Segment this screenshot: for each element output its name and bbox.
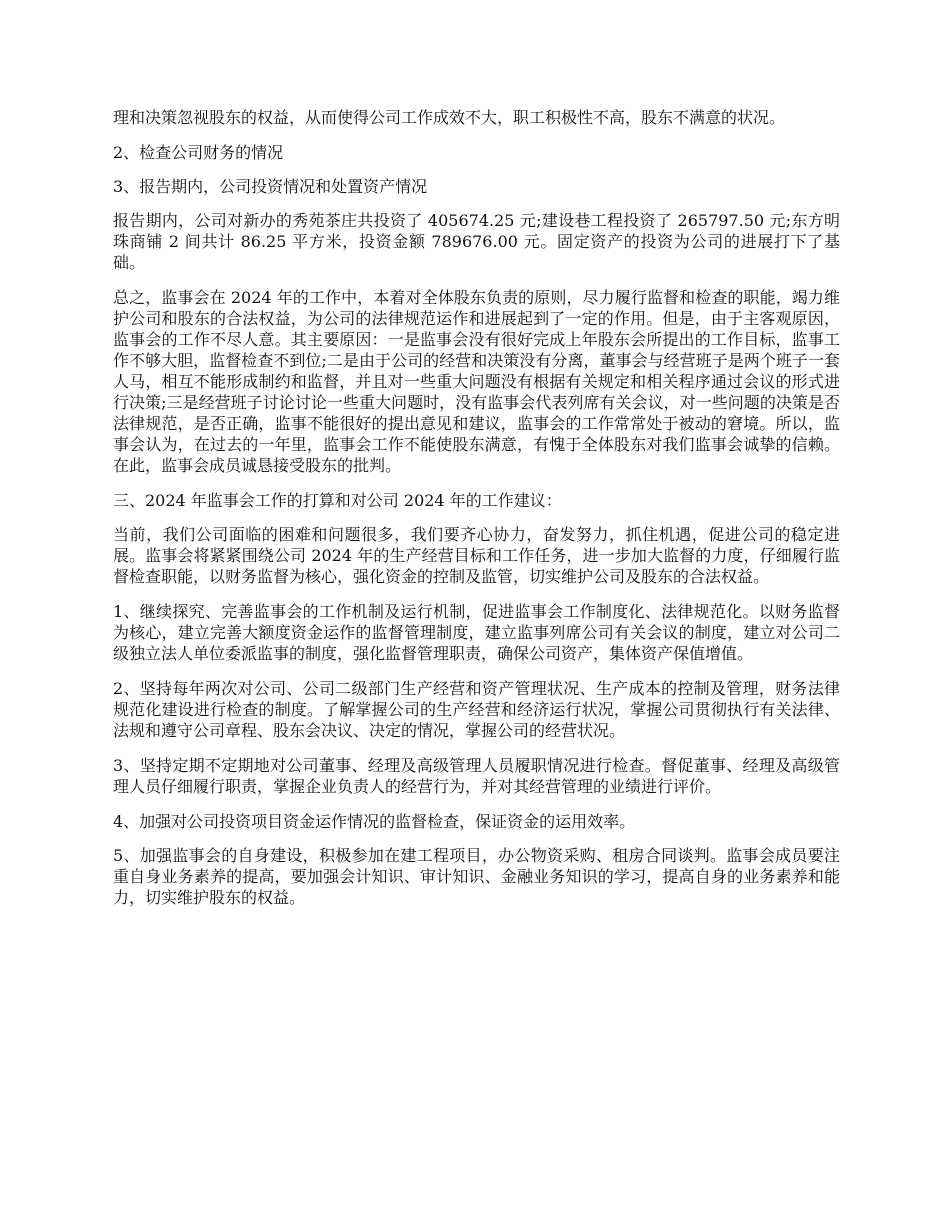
paragraph-summary: 总之，监事会在 2024 年的工作中，本着对全体股东负责的原则，尽力履行监督和检查的职能，竭力维护公司和股东的合法权益，为公司的法律规范运作和进展起到了一定的作用。但是，由于主客观原因，监事会的工作不尽人意。其主要原因：一是监事会没有很好完成上年股东会所提出的工作目标，监事工作不够大胆，监督检查不到位;二是由于公司的经营和决策没有分离，董事会与经营班子是两个班子一套人马，相互不能形成制约和监督，并且对一些重大问题没有根据有关规定和相关程序通过会议的形式进行决策;三是经营班子讨论讨论一些重大问题时，没有监事会代表列席有关会议，对一些问题的决策是否法律规范，是否正确，监事不能很好的提出意见和建议，监事会的工作常常处于被动的窘境。所以，监事会认为，在过去的一年里，监事会工作不能使股东满意，有愧于全体股东对我们监事会诚挚的信赖。在此，监事会成员诚恳接受股东的批判。 <box>113 288 840 475</box>
document-page <box>113 107 840 922</box>
paragraph-investment-details: 报告期内，公司对新办的秀苑茶庄共投资了 405674.25 元;建设巷工程投资了 265797.50 元;东方明珠商铺 2 间共计 86.25 平方米，投资金额 789676.00 元。固定资产的投资为公司的进展打下了基础。 <box>113 211 840 272</box>
list-item-5: 5、加强监事会的自身建设，积极参加在建工程项目，办公物资采购、租房合同谈判。监事会成员要注重自身业务素养的提高，要加强会计知识、审计知识、金融业务知识的学习，提高自身的业务素养和能力，切实维护股东的权益。 <box>113 846 840 907</box>
heading-check-finance: 2、检查公司财务的情况 <box>113 143 284 162</box>
list-item-3: 3、坚持定期不定期地对公司董事、经理及高级管理人员履职情况进行检查。督促董事、经理及高级管理人员仔细履行职责，掌握企业负责人的经营行为，并对其经营管理的业绩进行评价。 <box>113 756 840 796</box>
heading-2024-plan: 三、2024 年监事会工作的打算和对公司 2024 年的工作建议： <box>113 491 562 510</box>
heading-investment-assets: 3、报告期内，公司投资情况和处置资产情况 <box>113 177 428 196</box>
list-item-2: 2、坚持每年两次对公司、公司二级部门生产经营和资产管理状况、生产成本的控制及管理，财务法律规范化建设进行检查的制度。了解掌握公司的生产经营和经济运行状况，掌握公司贯彻执行有关法律、法规和遵守公司章程、股东会决议、决定的情况，掌握公司的经营状况。 <box>113 679 840 740</box>
paragraph-shareholder-dissatisfaction: 理和决策忽视股东的权益，从而使得公司工作成效不大，职工积极性不高，股东不满意的状况。 <box>113 108 786 127</box>
paragraph-current-situation: 当前，我们公司面临的困难和问题很多，我们要齐心协力，奋发努力，抓住机遇，促进公司的稳定进展。监事会将紧紧围绕公司 2024 年的生产经营目标和工作任务，进一步加大监督的力度，仔细履行监督检查职能，以财务监督为核心，强化资金的控制及监管，切实维护公司及股东的合法权益。 <box>113 525 840 586</box>
list-item-1: 1、继续探究、完善监事会的工作机制及运行机制，促进监事会工作制度化、法律规范化。以财务监督为核心，建立完善大额度资金运作的监督管理制度，建立监事列席公司有关会议的制度，建立对公司二级独立法人单位委派监事的制度，强化监督管理职责，确保公司资产，集体资产保值增值。 <box>113 602 840 663</box>
list-item-4: 4、加强对公司投资项目资金运作情况的监督检查，保证资金的运用效率。 <box>113 812 636 831</box>
